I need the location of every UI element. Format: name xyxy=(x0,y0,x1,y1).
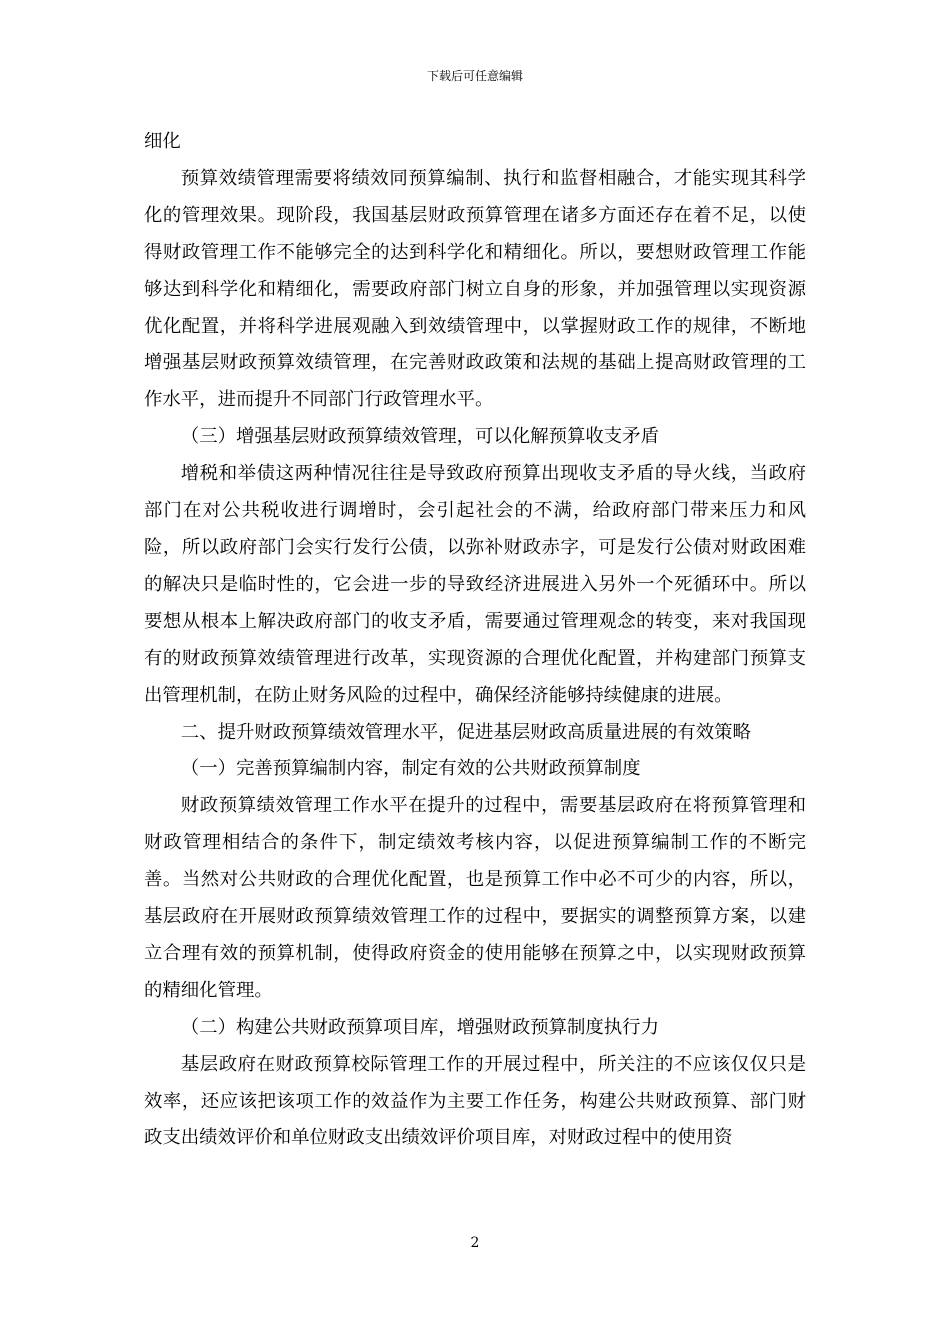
page-number: 2 xyxy=(470,1235,480,1251)
section-heading-1: （一）完善预算编制内容，制定有效的公共财政预算制度 xyxy=(180,758,641,780)
paragraph-revenue-expenditure: 增税和举债这两种情况往往是导致政府预算出现收支矛盾的导火线，当政府部门在对公共税收进行调增时，会引起社会的不满，给政府部门带来压力和风险，所以政府部门会实行发行公债，以弥补财政赤字，可是发行公债对财政困难的解决只是临时性的，它会进一步的导致经济进展进入另外一个死循环中。所以要想从根本上解决政府部门的收支矛盾，需要通过管理观念的转变，来对我国现有的财政预算效绩管理进行改革，实现资源的合理优化配置，并构建部门预算支出管理机制，在防止财务风险的过程中，确保经济能够持续健康的进展。 xyxy=(144,463,806,706)
paragraph-budget-performance: 预算效绩管理需要将绩效同预算编制、执行和监督相融合，才能实现其科学化的管理效果。现阶段，我国基层财政预算管理在诸多方面还存在着不足，以使得财政管理工作不能够完全的达到科学化和精细化。所以，要想财政管理工作能够达到科学化和精细化，需要政府部门树立自身的形象，并加强管理以实现资源优化配置，并将科学进展观融入到效绩管理中，以掌握财政工作的规律，不断地增强基层财政预算效绩管理，在完善财政政策和法规的基础上提高财政管理的工作水平，进而提升不同部门行政管理水平。 xyxy=(144,167,806,411)
page-header: 下载后可任意编辑 xyxy=(426,69,523,83)
document-body xyxy=(144,124,806,1157)
section-heading-2: （二）构建公共财政预算项目库，增强财政预算制度执行力 xyxy=(180,1016,659,1038)
paragraph-project-library: 基层政府在财政预算校际管理工作的开展过程中，所关注的不应该仅仅只是效率，还应该把该项工作的效益作为主要工作任务，构建公共财政预算、部门财政支出绩效评价和单位财政支出绩效评价项目库，对财政过程中的使用资 xyxy=(144,1053,806,1149)
paragraph-continuation: 细化 xyxy=(144,131,181,152)
chapter-heading-2: 二、提升财政预算绩效管理水平，促进基层财政高质量进展的有效策略 xyxy=(180,721,751,743)
section-heading-3: （三）增强基层财政预算绩效管理，可以化解预算收支矛盾 xyxy=(180,426,659,448)
paragraph-budget-compilation: 财政预算绩效管理工作水平在提升的过程中，需要基层政府在将预算管理和财政管理相结合的条件下，制定绩效考核内容，以促进预算编制工作的不断完善。当然对公共财政的合理优化配置，也是预算工作中必不可少的内容，所以，基层政府在开展财政预算绩效管理工作的过程中，要据实的调整预算方案，以建立合理有效的预算机制，使得政府资金的使用能够在预算之中，以实现财政预算的精细化管理。 xyxy=(144,795,806,1001)
